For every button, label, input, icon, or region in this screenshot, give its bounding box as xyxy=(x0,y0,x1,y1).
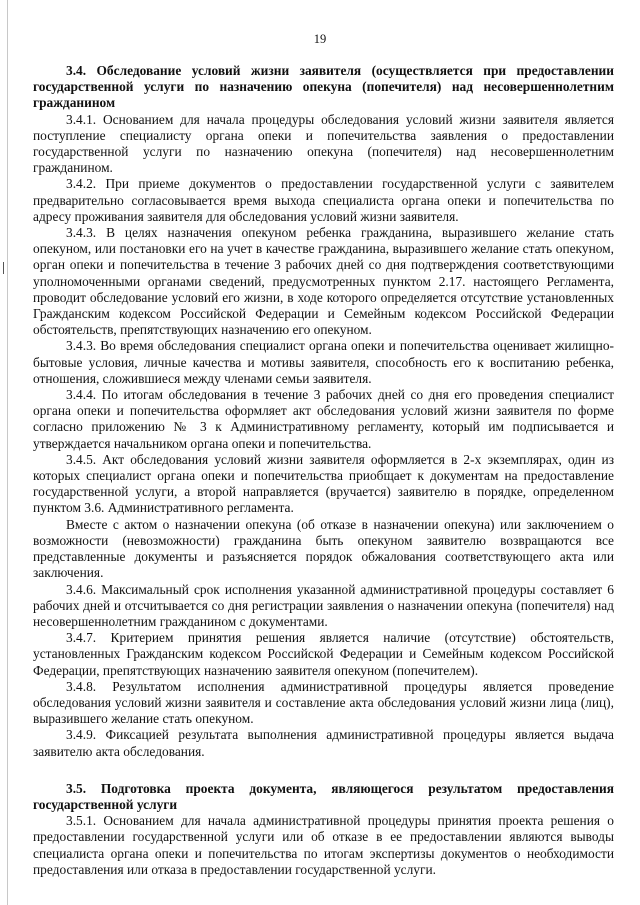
paragraph-3-4-4: 3.4.4. По итогам обследования в течение 3 рабочих дней со дня его проведения специалист органа опеки и попечительства оформляет акт обследования условий жизни заявителя по форме согласно приложению № 3 к Административному регламенту, который им подписывается и утверждается начальником органа опеки и попечительства. xyxy=(33,387,614,451)
paragraph-3-4-3-b: 3.4.3. Во время обследования специалист органа опеки и попечительства оценивает жилищно-бытовые условия, личные качества и мотивы заявителя, способность его к воспитанию ребенка, отношения, сложившиеся между членами семьи заявителя. xyxy=(33,338,614,386)
scan-margin-line xyxy=(7,0,8,905)
section-heading-3-5: 3.5. Подготовка проекта документа, являющегося результатом предоставления государственной услуги xyxy=(33,780,614,812)
paragraph-3-4-2: 3.4.2. При приеме документов о предоставлении государственной услуги с заявителем предварительно согласовывается время выхода специалиста органа опеки и попечительства по адресу проживания заявителя для обследования условий жизни заявителя. xyxy=(33,176,614,224)
paragraph-return-documents: Вместе с актом о назначении опекуна (об отказе в назначении опекуна) или заключением о возможности (невозможности) гражданина быть опекуном заявителю возвращаются все представленные документы и разъясняется порядок обжалования соответствующего акта или заключения. xyxy=(33,516,614,581)
paragraph-3-5-1: 3.5.1. Основанием для начала административной процедуры принятия проекта решения о предоставлении государственной услуги или об отказе в ее предоставлении являются выводы специалиста органа опеки и попечительства по итогам экспертизы документов о необходимости предоставления или отказа в предоставлении государственной услуги. xyxy=(33,813,614,877)
section-heading-3-4: 3.4. Обследование условий жизни заявителя (осуществляется при предоставлении государственной услуги по назначению опекуна (попечителя) над несовершеннолетним гражданином xyxy=(33,63,614,111)
paragraph-3-4-9: 3.4.9. Фиксацией результата выполнения административной процедуры является выдача заявителю акта обследования. xyxy=(33,727,614,759)
section-gap xyxy=(33,760,614,781)
scan-margin-mark xyxy=(3,262,4,274)
paragraph-3-4-6: 3.4.6. Максимальный срок исполнения указанной административной процедуры составляет 6 рабочих дней и отсчитывается со дня регистрации заявления о назначении опекуна (попечителя) над несовершеннолетним гражданином с документами. xyxy=(33,581,614,629)
paragraph-3-4-5: 3.4.5. Акт обследования условий жизни заявителя оформляется в 2-х экземплярах, один из которых специалист органа опеки и попечительства приобщает к документам на предоставление государственной услуги, а второй направляется (вручается) заявителю в порядке, определенном пунктом 3.6. Административного регламента. xyxy=(33,451,614,516)
paragraph-3-4-1: 3.4.1. Основанием для начала процедуры обследования условий жизни заявителя является поступление специалисту органа опеки и попечительства заявления о предоставлении государственной услуги по назначению опекуна (попечителя) над несовершеннолетним гражданином. xyxy=(33,111,614,176)
page-number: 19 xyxy=(313,32,327,46)
paragraph-3-4-8: 3.4.8. Результатом исполнения административной процедуры является проведение обследования условий жизни заявителя и составление акта обследования условий жизни лица (лиц), выразившего желание стать опекуном. xyxy=(33,678,614,727)
paragraph-3-4-3-a: 3.4.3. В целях назначения опекуном ребенка гражданина, выразившего желание стать опекуном, или постановки его на учет в качестве гражданина, выразившего желание стать опекуном, орган опеки и попечительства в течение 3 рабочих дней со дня подтверждения соответствующими уполномоченными органами сведений, предусмотренных пунктом 2.17. настоящего Регламента, проводит обследование условий его жизни, в ходе которого определяется отсутствие установленных Гражданским кодексом Российской Федерации и Семейным кодексом Российской Федерации обстоятельств, препятствующих назначению его опекуном. xyxy=(33,225,614,338)
paragraph-3-4-7: 3.4.7. Критерием принятия решения является наличие (отсутствие) обстоятельств, установленных Гражданским кодексом Российской Федерации и Семейным кодексом Российской Федерации, препятствующих назначению заявителя опекуном (попечителем). xyxy=(33,630,614,678)
document-body xyxy=(33,63,614,878)
